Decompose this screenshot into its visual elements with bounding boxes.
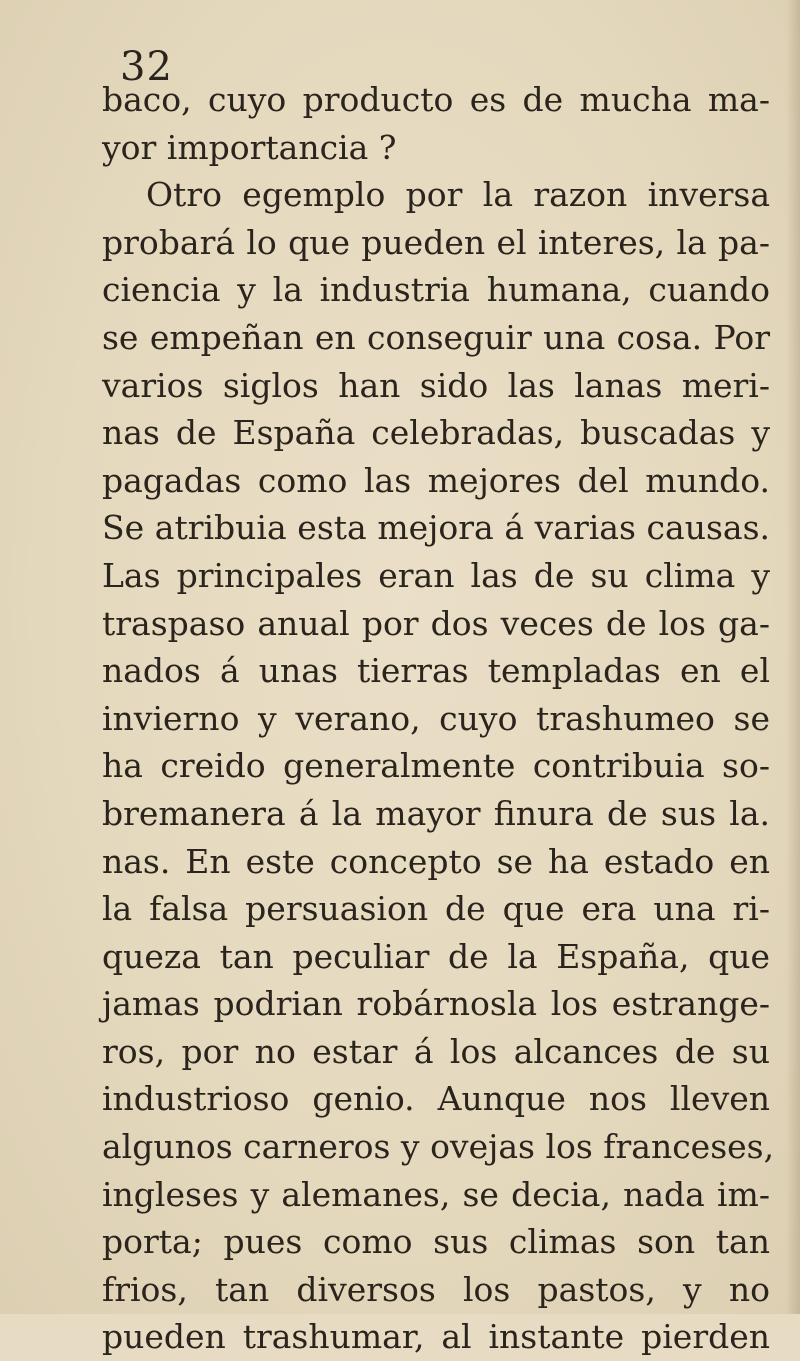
text-line: queza tan peculiar de la España, que [102, 936, 770, 976]
text-line: se empeñan en conseguir una cosa. Por [102, 317, 770, 357]
text-line: baco, cuyo producto es de mucha ma- [102, 80, 770, 119]
text-line: la falsa persuasion de que era una ri- [102, 889, 770, 929]
text-line: nas. En este concepto se ha estado en [102, 841, 770, 881]
page-edge-shadow [786, 0, 800, 1314]
text-line: jamas podrian robárnosla los estrange- [102, 984, 770, 1024]
text-line: ciencia y la industria humana, cuando [102, 270, 770, 310]
text-line: yor importancia ? [102, 127, 397, 167]
text-line: ha creido generalmente contribuia so- [102, 746, 770, 786]
text-line: algunos carneros y ovejas los franceses, [102, 1127, 775, 1167]
body-text [102, 76, 775, 1361]
text-line: industrioso genio. Aunque nos lleven [102, 1079, 770, 1119]
page-number: 32 [120, 44, 173, 90]
text-line: Otro egemplo por la razon inversa [146, 175, 770, 215]
text-line: traspaso anual por dos veces de los ga- [102, 603, 770, 643]
text-line: probará lo que pueden el interes, la pa- [102, 222, 770, 262]
text-line: porta; pues como sus climas son tan [102, 1222, 770, 1262]
text-line: Se atribuia esta mejora á varias causas. [102, 508, 770, 548]
text-line: varios siglos han sido las lanas meri- [102, 365, 770, 405]
text-line: ros, por no estar á los alcances de su [102, 1031, 770, 1071]
text-line: invierno y verano, cuyo trashumeo se [102, 698, 770, 738]
text-line: pagadas como las mejores del mundo. [102, 460, 770, 500]
text-line: pueden trashumar, al instante pierden [102, 1317, 770, 1357]
text-line: ingleses y alemanes, se decia, nada im- [102, 1174, 770, 1214]
text-line: nados á unas tierras templadas en el [102, 651, 770, 691]
text-line: bremanera á la mayor finura de sus la. [102, 793, 770, 833]
text-line: frios, tan diversos los pastos, y no [102, 1269, 770, 1309]
text-line: nas de España celebradas, buscadas y [102, 413, 770, 453]
text-line: Las principales eran las de su clima y [102, 555, 770, 595]
